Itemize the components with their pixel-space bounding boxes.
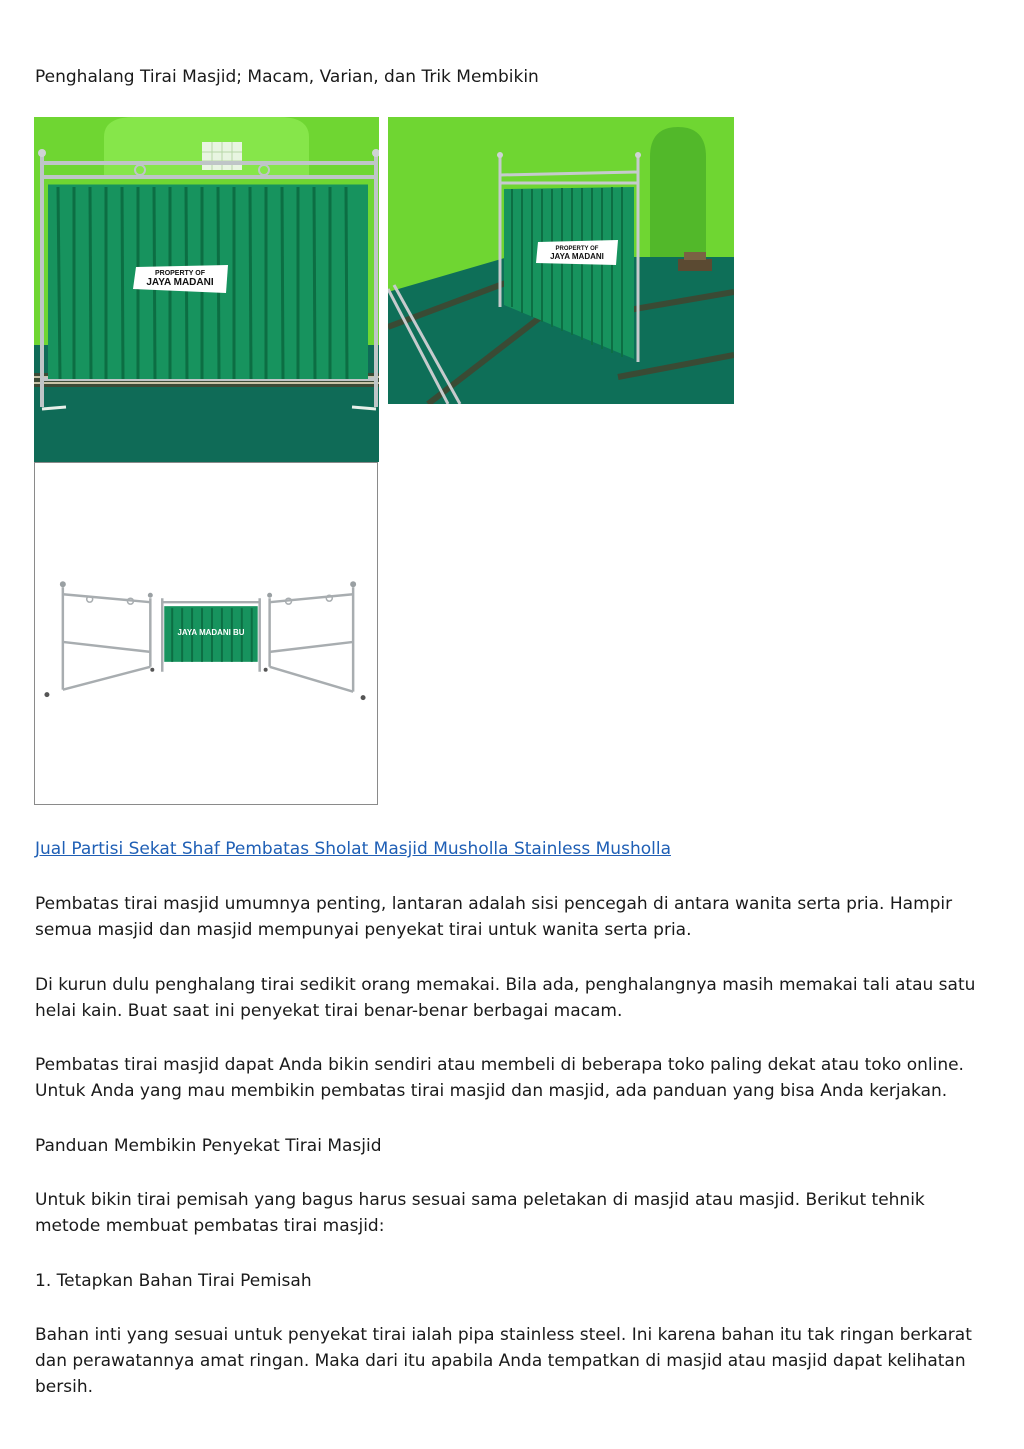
badge-line-2: JAYA MADANI bbox=[146, 277, 214, 288]
product-photo-front bbox=[34, 117, 379, 462]
three-panel-divider-image bbox=[35, 463, 377, 804]
badge-line-1: PROPERTY OF bbox=[555, 246, 599, 252]
paragraph-3: Pembatas tirai masjid dapat Anda bikin sendiri atau membeli di beberapa toko paling dekat atau toko online. Untuk Anda yang mau membikin pembatas tirai masjid dan masjid, ada panduan yang bisa Anda kerjakan. bbox=[35, 1055, 964, 1101]
numbered-heading-1: 1. Tetapkan Bahan Tirai Pemisah bbox=[35, 1271, 312, 1291]
panel-label: JAYA MADANI BU bbox=[177, 627, 245, 637]
paragraph-5: Bahan inti yang sesuai untuk penyekat tirai ialah pipa stainless steel. Ini karena bahan itu tak ringan berkarat dan perawatannya amat ringan. Maka dari itu apabila Anda tempatkan di masjid atau masjid dapat kelihatan bersih. bbox=[35, 1325, 972, 1397]
product-photo-angle bbox=[388, 117, 734, 404]
page-title: Penghalang Tirai Masjid; Macam, Varian, dan Trik Membikin bbox=[35, 67, 539, 87]
curtain-divider-angle-image bbox=[388, 117, 734, 404]
badge-line-1: PROPERTY OF bbox=[154, 270, 206, 277]
curtain-divider-front-image bbox=[34, 117, 379, 462]
section-heading: Panduan Membikin Penyekat Tirai Masjid bbox=[35, 1136, 382, 1156]
product-link[interactable]: Jual Partisi Sekat Shaf Pembatas Sholat Masjid Musholla Stainless Musholla bbox=[35, 839, 671, 859]
product-photo-three-panel bbox=[34, 462, 378, 805]
paragraph-1: Pembatas tirai masjid umumnya penting, lantaran adalah sisi pencegah di antara wanita serta pria. Hampir semua masjid dan masjid mempunyai penyekat tirai untuk wanita serta pria. bbox=[35, 894, 953, 940]
paragraph-4: Untuk bikin tirai pemisah yang bagus harus sesuai sama peletakan di masjid atau masjid. Berikut tehnik metode membuat pembatas tirai masjid: bbox=[35, 1190, 925, 1236]
paragraph-2: Di kurun dulu penghalang tirai sedikit orang memakai. Bila ada, penghalangnya masih memakai tali atau satu helai kain. Buat saat ini penyekat tirai benar-benar berbagai macam. bbox=[35, 975, 976, 1021]
badge-line-2: JAYA MADANI bbox=[550, 252, 604, 261]
